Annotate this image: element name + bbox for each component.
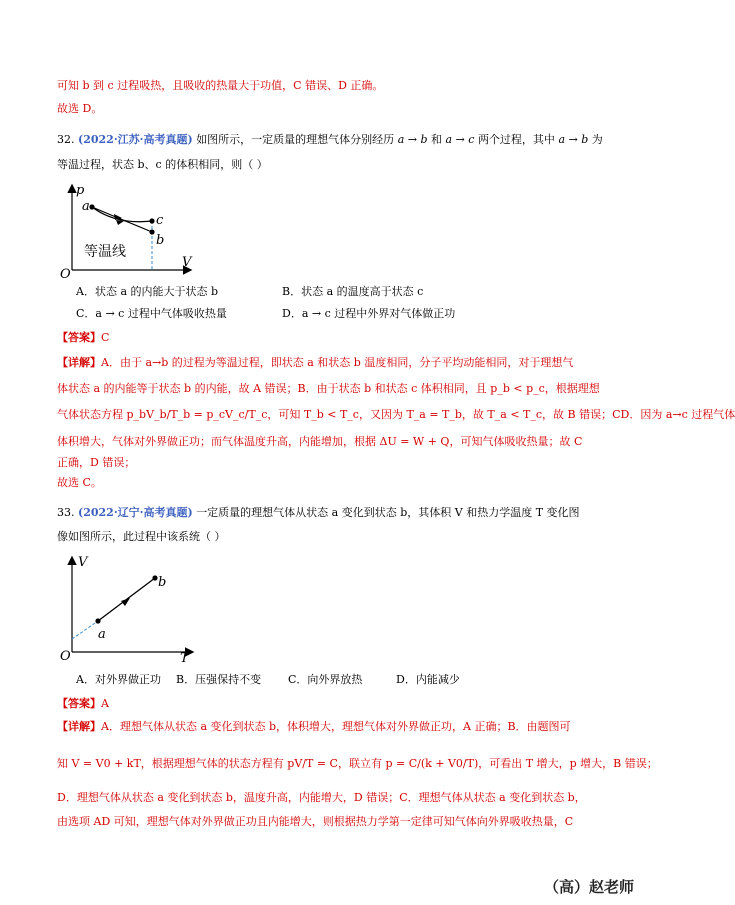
q33-answer (57, 696, 109, 712)
q33-source: (2022·辽宁·高考真题) (78, 506, 193, 519)
q32-answer-label: 【答案】 (57, 331, 101, 344)
q32-point-a: a (82, 199, 90, 214)
prev-conclusion: 可知 b 到 c 过程吸热，且吸收的热量大于功值，C 错误、D 正确。 (57, 79, 384, 92)
q32-option-b: B．状态 a 的温度高于状态 c (282, 285, 424, 298)
q32-detail-label: 【详解】 (57, 356, 101, 369)
q32-stem-text-c: 为 (591, 133, 603, 146)
q33-number: 33. (57, 506, 75, 519)
q33-option-a: A．对外界做正功 (76, 673, 161, 686)
q32-process-ab-2: a → b (558, 133, 589, 146)
q32-axis-v: V (182, 255, 192, 270)
q32-stem-text-b: 两个过程，其中 (477, 133, 555, 146)
q32-stem-text: 如图所示，一定质量的理想气体分别经历 (196, 133, 395, 146)
q33-answer-label: 【答案】 (57, 697, 101, 710)
q32-source: (2022·江苏·高考真题) (78, 133, 193, 146)
q32-detail-text1: A．由于 a→b 的过程为等温过程，即状态 a 和状态 b 温度相同，分子平均动能相同，对于理想气 (101, 356, 574, 369)
q32-pv-diagram (58, 180, 198, 280)
q32-answer (57, 330, 109, 346)
q32-detail-line3: 气体状态方程 p_bV_b/T_b = p_cV_c/T_c，可知 T_b < T_c，又因为 T_a = T_b，故 T_a < T_c，故 B 错误；CD．因为 a→c 过程气体 (57, 408, 735, 421)
q32-final-answer: 故选 C。 (57, 476, 102, 489)
q33-option-b: B．压强保持不变 (176, 673, 262, 686)
q33-detail-line4: 由选项 AD 可知，理想气体对外界做正功且内能增大，则根据热力学第一定律可知气体向外界吸收热量，C (57, 815, 574, 828)
q32-origin: O (60, 267, 71, 282)
q33-stem-line2: 像如图所示，此过程中该系统（ ） (57, 530, 226, 543)
q32-detail-line4: 体积增大，气体对外界做正功；而气体温度升高，内能增加，根据 ΔU = W + Q，可知气体吸收热量；故 C (57, 435, 583, 448)
q33-stem-text: 一定质量的理想气体从状态 a 变化到状态 b，其体积 V 和热力学温度 T 变化图 (196, 506, 580, 519)
q32-option-a: A．状态 a 的内能大于状态 b (76, 285, 219, 298)
author-watermark: （高）赵老师 (543, 878, 634, 896)
q33-option-c: C．向外界放热 (288, 673, 363, 686)
q33-detail-label: 【详解】 (57, 720, 101, 733)
q32-detail-line2: 体状态 a 的内能等于状态 b 的内能，故 A 错误；B．由于状态 b 和状态 c 体积相同，且 p_b < p_c，根据理想 (57, 382, 600, 395)
q32-point-c: c (156, 213, 164, 228)
q32-stem-line2: 等温过程，状态 b、c 的体积相同，则（ ） (57, 158, 268, 171)
q33-stem-line1 (57, 505, 580, 521)
q33-detail-text1: A．理想气体从状态 a 变化到状态 b，体积增大，理想气体对外界做正功，A 正确；B．由题图可 (101, 720, 571, 733)
q32-point-b: b (156, 233, 165, 248)
q32-axis-p: p (76, 183, 85, 198)
q33-point-b: b (158, 575, 167, 590)
q33-option-d: D．内能减少 (396, 673, 460, 686)
q32-process-ab: a → b (397, 133, 428, 146)
q32-process-ac: a → c (445, 133, 475, 146)
q33-vt-diagram (58, 552, 198, 664)
q32-option-c: C．a → c 过程中气体吸收热量 (76, 307, 227, 320)
q33-answer-value: A (101, 697, 109, 710)
q32-stem-line1 (57, 132, 603, 148)
q32-number: 32. (57, 133, 75, 146)
q32-isotherm-label: 等温线 (84, 244, 126, 260)
q33-origin: O (60, 649, 71, 664)
q32-detail-line5: 正确，D 错误； (57, 456, 136, 469)
q33-point-a: a (98, 627, 106, 642)
q33-detail-line2: 知 V = V0 + kT，根据理想气体的状态方程有 pV/T = C，联立有 p = C/(k + V0/T)，可看出 T 增大，p 增大，B 错误； (57, 757, 658, 770)
q32-answer-value: C (101, 331, 110, 344)
q32-option-d: D．a → c 过程中外界对气体做正功 (282, 307, 456, 320)
q32-and: 和 (431, 133, 442, 146)
prev-final-answer: 故选 D。 (57, 102, 103, 115)
q33-axis-t: T (180, 651, 189, 666)
q32-detail-line1 (57, 355, 573, 371)
q33-detail-line1 (57, 719, 571, 735)
q33-detail-line3: D．理想气体从状态 a 变化到状态 b，温度升高，内能增大，D 错误；C．理想气体从状态 a 变化到状态 b， (57, 791, 586, 804)
q33-axis-v: V (78, 555, 88, 570)
